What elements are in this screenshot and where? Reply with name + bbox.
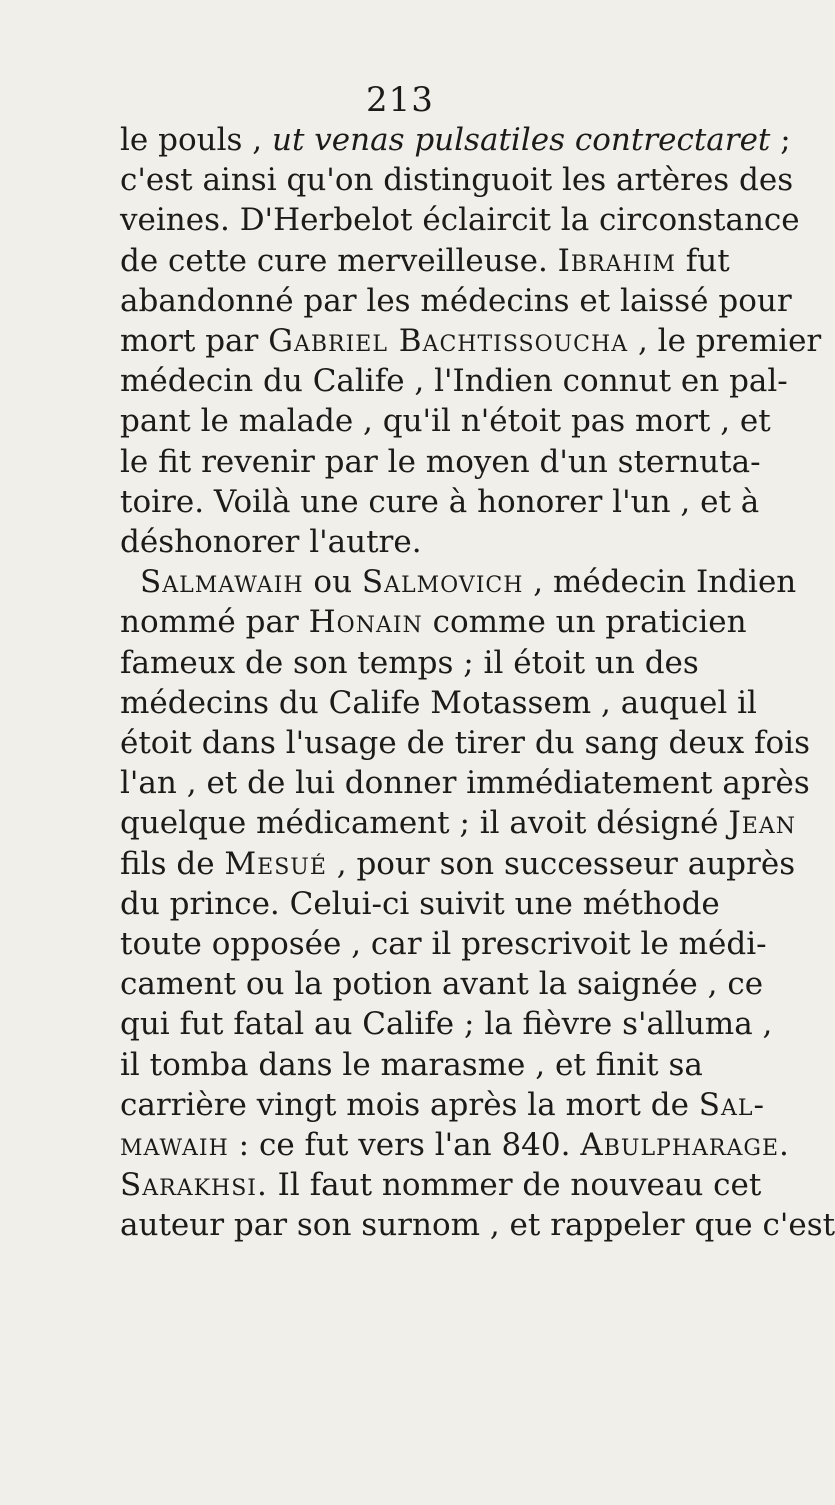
text-line (120, 643, 699, 683)
text-run: comme un praticien (422, 604, 747, 641)
text-run: cament ou la potion avant la saignée , ce (120, 966, 764, 1003)
text-line (120, 763, 810, 803)
text-line (120, 200, 800, 240)
text-run: , le premier (628, 323, 822, 359)
text-line (120, 321, 822, 361)
text-line (120, 602, 747, 642)
text-line (120, 281, 792, 321)
text-line (120, 482, 760, 522)
text-run: fils de (120, 845, 225, 882)
text-line (120, 964, 764, 1004)
text-line (120, 844, 796, 884)
text-line (120, 1045, 703, 1085)
proper-name: Sal- (698, 1086, 766, 1123)
text-run: , pour son successeur auprès (326, 845, 796, 882)
text-line (120, 241, 730, 281)
text-run: l'an , et de lui donner immédiatement après (120, 765, 810, 802)
text-run: fut (675, 242, 730, 279)
proper-name: Honain (308, 604, 423, 641)
proper-name: Jean (728, 805, 796, 842)
proper-name: Sarakhsi. (120, 1167, 268, 1204)
text-line (120, 884, 720, 924)
latin-quote: ut venas pulsatiles contrectaret (271, 122, 771, 158)
text-line (120, 1165, 762, 1205)
text-run: pant le malade , qu'il n'étoit pas mort , et (120, 403, 771, 440)
text-run: : ce fut vers l'an 840. (228, 1127, 581, 1163)
text-run: , médecin Indien (523, 564, 797, 601)
text-run: quelque médicament ; il avoit désigné (120, 805, 729, 842)
text-line (120, 442, 761, 482)
text-run: nommé par (120, 604, 309, 641)
text-line (120, 562, 797, 602)
text-line (120, 1085, 766, 1125)
page-number: 213 (366, 80, 434, 120)
text-line (120, 1125, 790, 1165)
proper-name: Gabriel Bachtissoucha (268, 323, 629, 359)
text-line (120, 1004, 773, 1044)
proper-name: Mesué (224, 845, 327, 882)
text-line (120, 401, 771, 441)
proper-name: Abulpharage. (580, 1127, 790, 1163)
text-run: toire. Voilà une cure à honorer l'un , et à (120, 483, 760, 520)
text-run: abandonné par les médecins et laissé pour (120, 282, 792, 319)
text-line (120, 683, 757, 723)
text-run: fameux de son temps ; il étoit un des (120, 644, 699, 681)
proper-name: Ibrahim (557, 242, 676, 279)
proper-name: Salmovich (361, 564, 524, 601)
text-run: de cette cure merveilleuse. (120, 242, 558, 279)
text-run: qui fut fatal au Calife ; la fièvre s'alluma , (120, 1006, 773, 1043)
text-run: toute opposée , car il prescrivoit le médi- (120, 926, 767, 962)
text-run: ou (303, 564, 362, 601)
text-line (120, 723, 811, 763)
text-line (120, 522, 680, 562)
text-run: médecins du Calife Motassem , auquel il (120, 684, 757, 721)
text-run: étoit dans l'usage de tirer du sang deux fois (120, 725, 811, 761)
text-run: du prince. Celui-ci suivit une méthode (120, 885, 720, 922)
text-run: veines. D'Herbelot éclaircit la circonstance (120, 202, 800, 239)
text-run: carrière vingt mois après la mort de (120, 1086, 699, 1123)
text-run: mort par (120, 323, 269, 359)
text-run: le pouls , (120, 122, 272, 158)
text-line (120, 160, 794, 200)
text-run: ; (770, 122, 791, 158)
text-run: médecin du Calife , l'Indien connut en pal- (120, 363, 788, 400)
text-run: le fit revenir par le moyen d'un sternuta- (120, 443, 761, 480)
proper-name: Salmawaih (140, 564, 304, 601)
text-run: auteur par son surnom , et rappeler que c'est (120, 1207, 835, 1244)
text-line (120, 803, 796, 843)
text-run: il tomba dans le marasme , et finit sa (120, 1046, 703, 1083)
text-line (120, 361, 788, 401)
text-line (120, 1205, 835, 1245)
text-run: déshonorer l'autre. (120, 524, 422, 560)
text-run: Il faut nommer de nouveau cet (267, 1167, 762, 1204)
text-line (120, 120, 791, 160)
proper-name: mawaih (120, 1127, 229, 1163)
text-run: c'est ainsi qu'on distinguoit les artères des (120, 162, 794, 199)
text-line (120, 924, 767, 964)
